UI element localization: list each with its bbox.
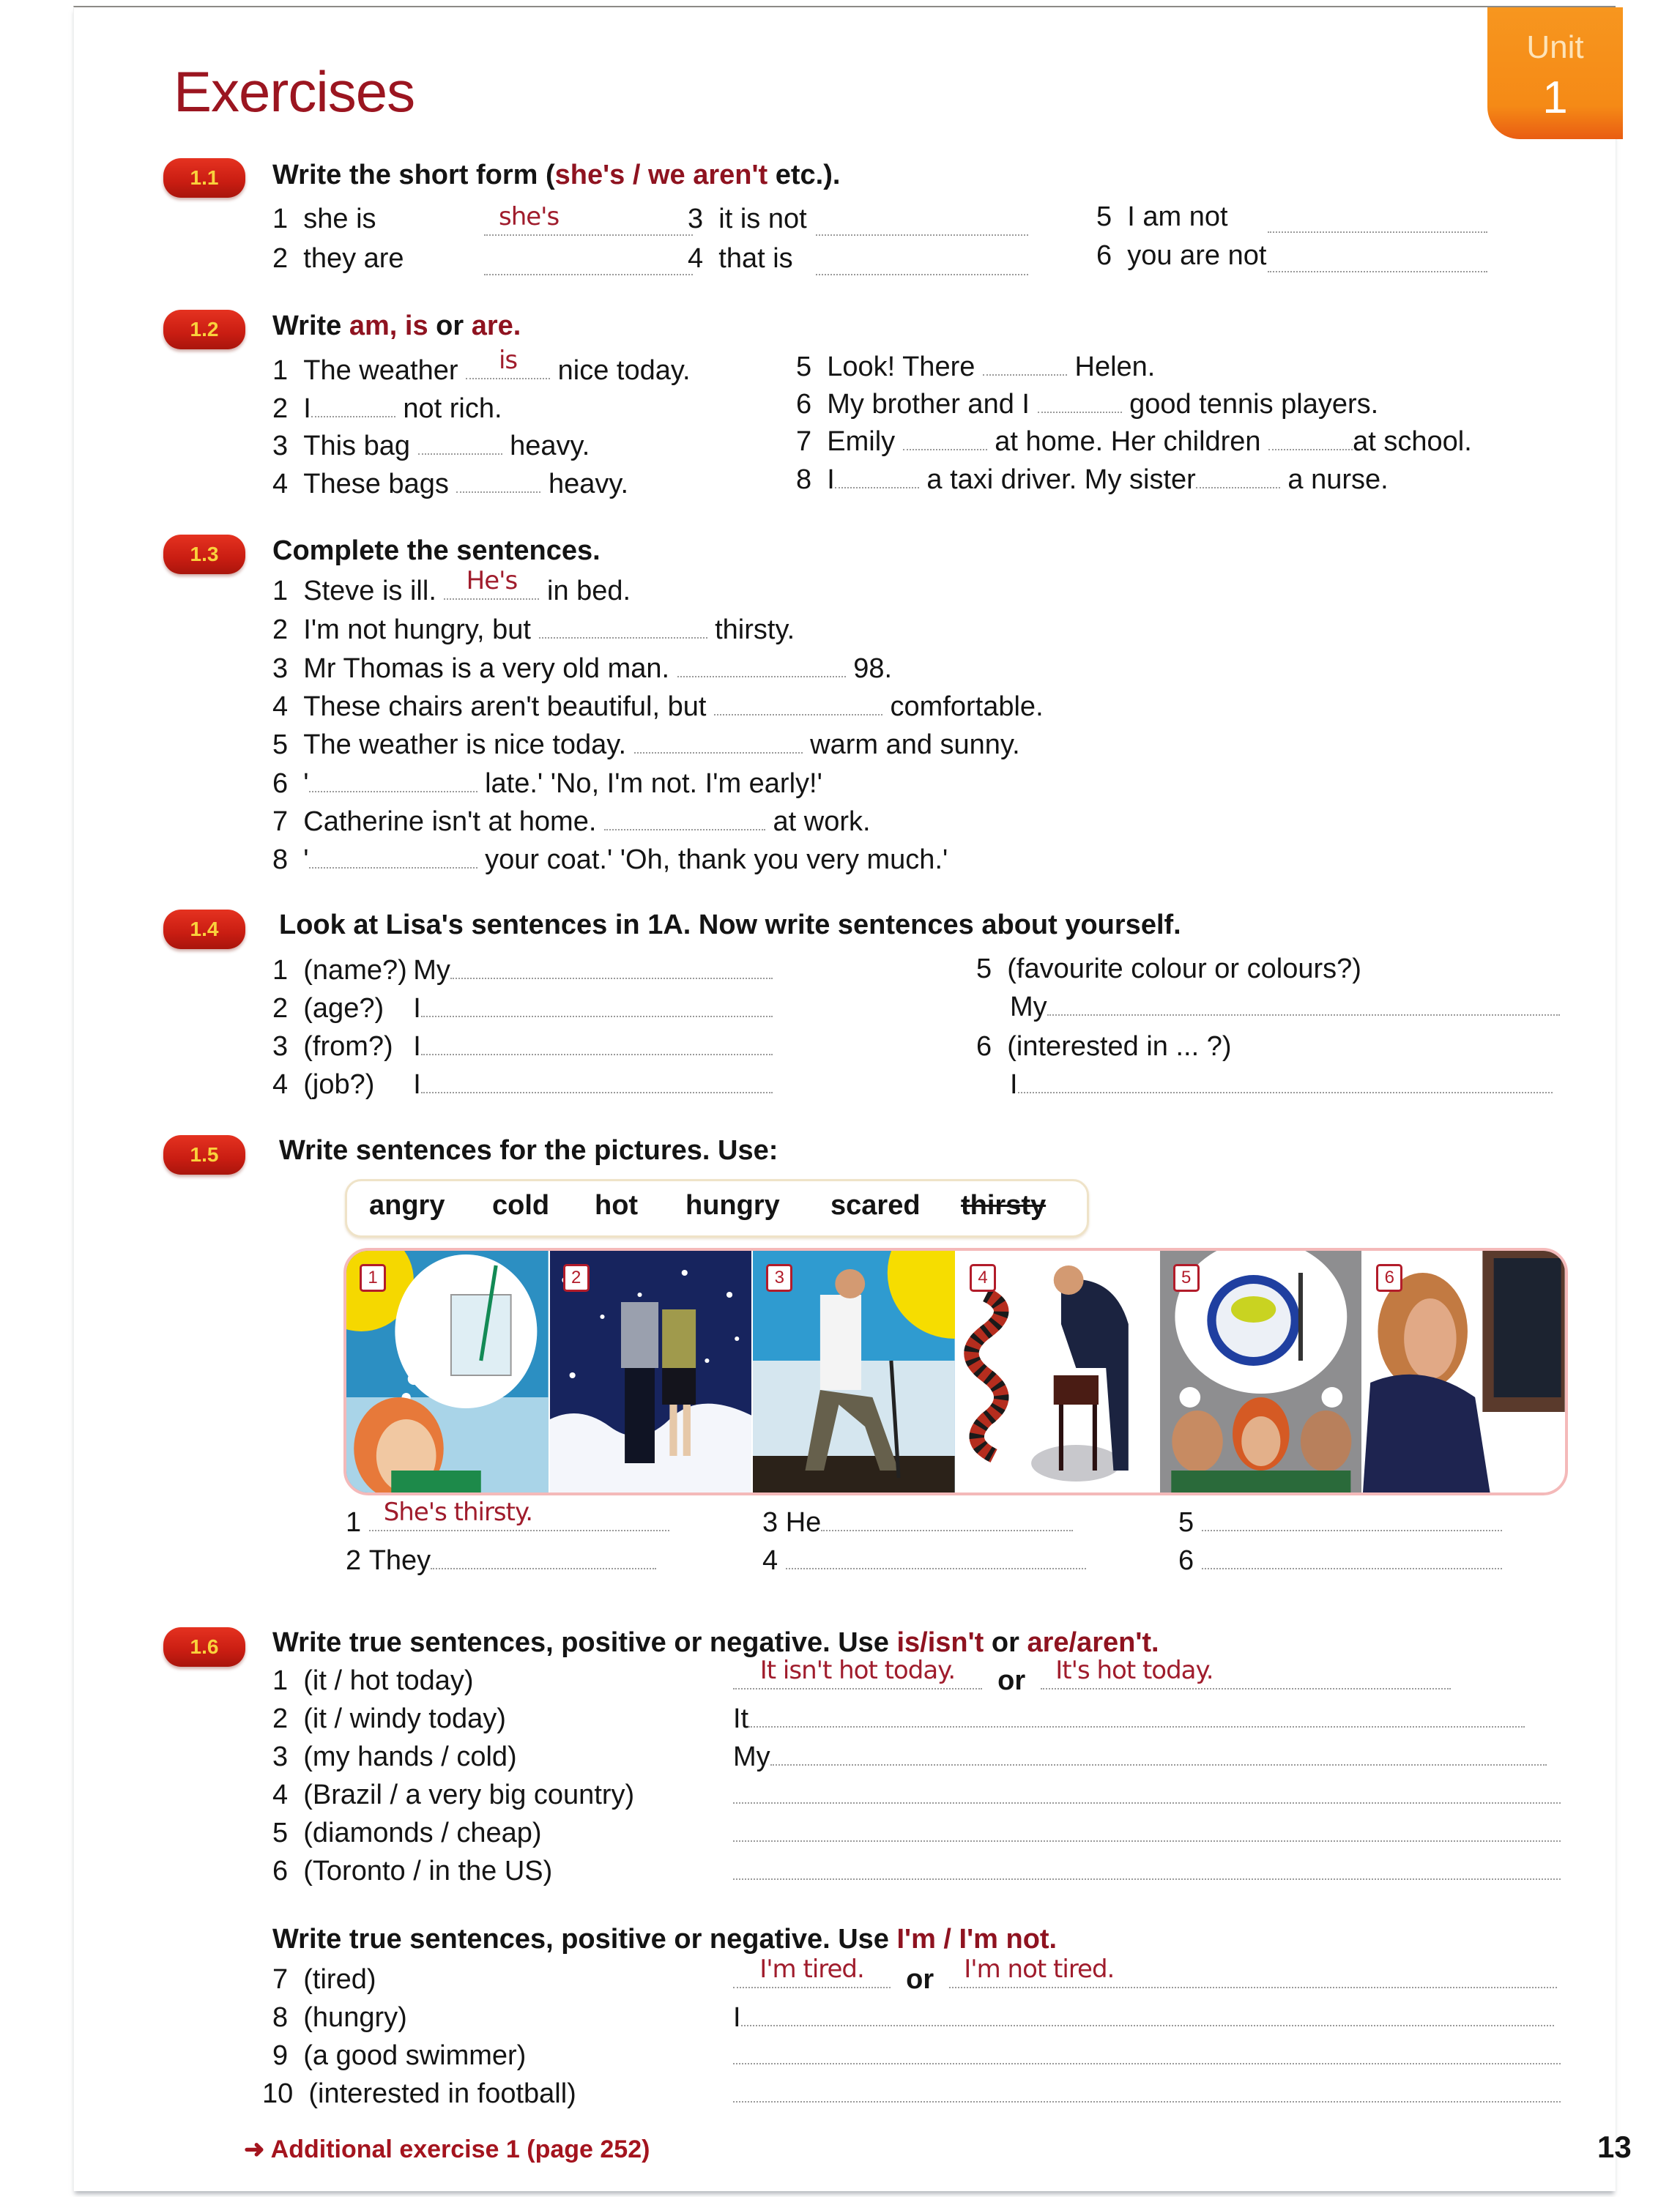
item-number: 6	[1178, 1545, 1194, 1576]
item-start: My	[413, 955, 450, 986]
answer-field[interactable]	[741, 2003, 1554, 2026]
ex1-6-item	[262, 2078, 576, 2110]
ex1-6-item	[272, 2002, 407, 2034]
ex1-3-item	[272, 691, 1044, 723]
ex1-5-item	[346, 1545, 656, 1577]
item-number: 4	[272, 1780, 289, 1810]
exercise-1-4-instruction: Look at Lisa's sentences in 1A. Now write sentences about yourself.	[279, 910, 1181, 940]
answer-field[interactable]	[1268, 249, 1487, 272]
answer-field[interactable]	[733, 1818, 1561, 1842]
ex1-6-answer-row	[733, 1703, 1525, 1735]
item-text: Helen.	[1074, 352, 1156, 382]
item-prompt: (it / windy today)	[303, 1703, 506, 1734]
item-start: It	[733, 1703, 749, 1734]
item-number: 5	[272, 729, 289, 760]
picture-4-scared	[956, 1251, 1160, 1492]
item-text: My brother and I	[827, 389, 1030, 420]
item-number: 5	[976, 953, 992, 984]
ex1-6-item	[272, 2040, 526, 2072]
picture-number: 4	[970, 1264, 996, 1292]
ex1-4-item	[976, 953, 1361, 985]
item-prompt: (Toronto / in the US)	[303, 1856, 553, 1886]
item-prompt: (interested in football)	[308, 2078, 576, 2109]
item-text: The weather	[303, 355, 458, 386]
item-text: good tennis players.	[1129, 389, 1379, 420]
item-number: 1	[272, 204, 289, 234]
item-text: that is	[718, 243, 793, 274]
item-number: 3	[688, 204, 704, 234]
item-number: 6	[976, 1031, 992, 1062]
ex1-3-item	[272, 806, 871, 838]
ex1-3-item	[272, 729, 1020, 761]
item-number: 8	[796, 464, 812, 495]
answer-field[interactable]	[1038, 390, 1122, 413]
item-text: '	[303, 768, 309, 799]
item-number: 2	[272, 1703, 289, 1734]
picture-2-cold	[550, 1251, 754, 1492]
picture-number: 3	[766, 1264, 792, 1292]
item-start: I	[413, 1069, 421, 1100]
exercise-badge-1-5: 1.5	[163, 1135, 245, 1175]
item-number: 1	[272, 576, 289, 606]
ex1-6-answer-row	[733, 1780, 1561, 1811]
exercise-1-1-instruction	[272, 160, 840, 191]
item-start: He	[785, 1507, 822, 1538]
instruction-text: Write	[272, 311, 349, 341]
ex1-6-answer-row	[733, 2002, 1554, 2034]
word-hungry: hungry	[685, 1190, 780, 1221]
ex1-2-item	[796, 426, 1472, 458]
ex1-1-item	[688, 243, 793, 275]
exercise-1-6-instruction-2	[272, 1924, 1057, 1955]
answer-field[interactable]	[466, 346, 550, 379]
item-text: thirsty.	[715, 614, 795, 645]
item-prompt: (it / hot today)	[303, 1665, 474, 1696]
item-prompt: (my hands / cold)	[303, 1741, 517, 1772]
item-text: The weather is nice today.	[303, 729, 627, 760]
exercise-badge-1-1: 1.1	[163, 158, 245, 198]
item-start: My	[733, 1741, 770, 1772]
answer-field[interactable]	[1047, 992, 1560, 1016]
item-text: it is not	[718, 204, 807, 234]
item-prompt: (hungry)	[303, 2002, 407, 2033]
unit-label: Unit	[1526, 29, 1584, 65]
answer-field[interactable]	[821, 1508, 1073, 1531]
answer-field[interactable]	[983, 352, 1067, 376]
answer-field[interactable]	[677, 654, 846, 677]
item-number: 6	[1096, 240, 1112, 271]
ex1-3-item	[272, 566, 631, 607]
item-start: I	[413, 993, 421, 1024]
item-number: 7	[272, 806, 289, 837]
answer-text: she's	[499, 202, 560, 231]
ex1-5-item	[346, 1498, 669, 1539]
ex1-1-item	[1096, 201, 1228, 233]
ex1-6-answer-row	[733, 2078, 1561, 2110]
ex1-2-item	[272, 469, 628, 500]
instruction-highlight: am, is	[349, 311, 428, 341]
answer-field[interactable]	[835, 465, 919, 488]
ex1-6-item	[272, 1665, 474, 1697]
item-prompt: (Brazil / a very big country)	[303, 1780, 635, 1810]
ex1-3-item	[272, 768, 822, 800]
answer-field[interactable]	[1268, 209, 1487, 233]
word-box	[345, 1179, 1089, 1238]
item-number: 2	[272, 393, 289, 424]
ex1-6-answer-row	[733, 1741, 1547, 1773]
instruction-highlight: is/isn't	[896, 1627, 984, 1658]
item-text: you are not	[1127, 240, 1267, 271]
item-prompt: (job?)	[303, 1069, 375, 1100]
item-text: in bed.	[547, 576, 631, 606]
picture-number: 6	[1376, 1264, 1402, 1292]
picture-number: 5	[1173, 1264, 1200, 1292]
item-text: a nurse.	[1287, 464, 1389, 495]
answer-field[interactable]	[484, 252, 693, 275]
answer-field[interactable]	[456, 469, 540, 493]
or-label: or	[997, 1665, 1026, 1696]
answer-field[interactable]	[484, 202, 693, 236]
item-text: Look! There	[827, 352, 975, 382]
ex1-2-item	[796, 389, 1378, 420]
item-number: 4	[762, 1545, 778, 1576]
answer-field[interactable]	[309, 845, 477, 869]
item-text: heavy.	[510, 431, 590, 461]
exercise-1-5-instruction: Write sentences for the pictures. Use:	[279, 1135, 778, 1166]
item-number: 2	[272, 614, 289, 645]
answer-text: is	[498, 346, 518, 375]
item-number: 10	[262, 2078, 294, 2109]
answer-field[interactable]	[816, 212, 1028, 236]
answer-field[interactable]	[816, 252, 1028, 275]
ex1-6-item	[272, 1780, 634, 1811]
answer-text: He's	[466, 566, 518, 595]
item-text: heavy.	[548, 469, 629, 499]
picture-6-angry	[1363, 1251, 1565, 1492]
answer-text: It's hot today.	[1055, 1656, 1213, 1685]
word-angry: angry	[369, 1190, 445, 1221]
item-number: 4	[688, 243, 704, 274]
word-thirsty-struck: thirsty	[961, 1190, 1047, 1221]
ex1-4-item-answer	[1010, 992, 1560, 1023]
item-number: 3	[272, 431, 289, 461]
word-scared: scared	[830, 1190, 921, 1221]
item-number: 2	[272, 993, 289, 1024]
answer-field[interactable]	[369, 1498, 669, 1531]
item-start: I	[413, 1031, 421, 1062]
picture-3-hot	[753, 1251, 956, 1492]
ex1-2-item	[272, 346, 691, 387]
item-text: These chairs aren't beautiful, but	[303, 691, 707, 722]
item-number: 1	[346, 1507, 362, 1538]
answer-field[interactable]	[949, 1955, 1557, 1988]
item-text: late.' 'No, I'm not. I'm early!'	[485, 768, 822, 799]
item-text: at work.	[773, 806, 871, 837]
item-text: I	[827, 464, 835, 495]
ex1-6-item	[272, 1703, 506, 1735]
answer-field[interactable]	[714, 692, 882, 715]
ex1-5-item	[762, 1545, 1086, 1577]
item-text: Emily	[827, 426, 896, 457]
page-title: Exercises	[174, 59, 415, 124]
answer-field[interactable]	[733, 1780, 1561, 1804]
item-text: Mr Thomas is a very old man.	[303, 653, 670, 684]
ex1-5-item	[1178, 1507, 1502, 1539]
item-number: 6	[796, 389, 812, 420]
item-number: 3	[272, 1741, 289, 1772]
instruction-highlight: I'm / I'm not.	[896, 1924, 1058, 1955]
answer-field[interactable]	[748, 1704, 1525, 1728]
instruction-text: etc.).	[767, 160, 841, 190]
answer-field[interactable]	[450, 956, 773, 979]
additional-exercise-link[interactable]: ➜ Additional exercise 1 (page 252)	[244, 2135, 650, 2163]
answer-field[interactable]	[421, 1032, 773, 1055]
ex1-4-item	[272, 955, 773, 986]
item-prompt: (tired)	[303, 1964, 376, 1995]
answer-field[interactable]	[1268, 427, 1353, 450]
answer-field[interactable]	[903, 427, 987, 450]
item-number: 5	[272, 1818, 289, 1848]
ex1-5-item	[1178, 1545, 1502, 1577]
item-text: not rich.	[403, 393, 502, 424]
picture-number: 1	[360, 1264, 386, 1292]
word-cold: cold	[492, 1190, 550, 1221]
item-prompt: (a good swimmer)	[303, 2040, 527, 2071]
instruction-text: Write true sentences, positive or negative. Use	[272, 1924, 897, 1955]
item-prompt: (interested in ... ?)	[1007, 1031, 1232, 1062]
ex1-1-item	[1096, 240, 1266, 272]
instruction-text: Write true sentences, positive or negative. Use	[272, 1627, 897, 1658]
item-number: 7	[796, 426, 812, 457]
item-number: 4	[272, 1069, 289, 1100]
ex1-6-item	[272, 1818, 542, 1849]
instruction-text: Write the short form (	[272, 160, 555, 190]
item-number: 2	[346, 1545, 362, 1576]
answer-field[interactable]	[431, 1546, 656, 1569]
answer-field[interactable]	[421, 994, 773, 1017]
item-text: 98.	[853, 653, 893, 684]
ex1-4-item-answer	[1010, 1069, 1553, 1101]
ex1-2-item	[272, 393, 502, 425]
item-prompt: (name?)	[303, 955, 407, 986]
item-start: My	[1010, 992, 1047, 1022]
item-text: comfortable.	[890, 691, 1044, 722]
ex1-6-answer-row	[733, 1818, 1561, 1849]
item-text: at school.	[1353, 426, 1472, 457]
exercise-badge-1-6: 1.6	[163, 1627, 245, 1667]
ex1-2-item	[796, 352, 1155, 383]
item-number: 4	[272, 691, 289, 722]
answer-text: I'm tired.	[759, 1955, 864, 1984]
answer-field[interactable]	[1196, 465, 1280, 488]
workbook-page	[73, 6, 1632, 2191]
answer-field[interactable]	[733, 1656, 982, 1689]
ex1-1-item	[688, 204, 807, 235]
ex1-3-item	[272, 653, 892, 685]
ex1-6-item	[272, 1964, 376, 1996]
item-text: '	[303, 844, 309, 875]
unit-number: 1	[1542, 73, 1568, 123]
answer-field[interactable]	[444, 566, 539, 600]
ex1-5-item	[762, 1507, 1073, 1539]
exercise-badge-1-2: 1.2	[163, 310, 245, 349]
answer-field[interactable]	[733, 1955, 891, 1988]
answer-field[interactable]	[311, 394, 395, 417]
answer-field[interactable]	[770, 1742, 1547, 1766]
answer-field[interactable]	[786, 1546, 1086, 1569]
ex1-2-item	[272, 431, 590, 462]
answer-field[interactable]	[1018, 1070, 1553, 1093]
ex1-6-item	[272, 1856, 552, 1887]
answer-field[interactable]	[421, 1070, 773, 1093]
item-text: I am not	[1127, 201, 1228, 232]
item-number: 1	[272, 955, 289, 986]
answer-field[interactable]	[634, 730, 803, 754]
item-number: 2	[272, 243, 289, 274]
instruction-highlight: she's / we aren't	[554, 160, 768, 190]
ex1-3-item	[272, 614, 795, 646]
item-text: warm and sunny.	[810, 729, 1020, 760]
instruction-highlight: are/aren't.	[1027, 1627, 1159, 1658]
picture-5-hungry	[1160, 1251, 1364, 1492]
item-number: 9	[272, 2040, 289, 2071]
item-number: 6	[272, 768, 289, 799]
ex1-4-item	[272, 1069, 773, 1101]
ex1-6-item	[272, 1741, 517, 1773]
picture-1-thirsty	[346, 1251, 550, 1492]
picture-number: 2	[563, 1264, 590, 1292]
answer-text: It isn't hot today.	[759, 1656, 956, 1685]
exercise-badge-1-4: 1.4	[163, 910, 245, 949]
exercise-1-6-instruction	[272, 1627, 1159, 1659]
item-number: 4	[272, 469, 289, 499]
item-number: 8	[272, 2002, 289, 2033]
ex1-3-item	[272, 844, 948, 876]
picture-strip	[343, 1248, 1568, 1495]
exercise-badge-1-3: 1.3	[163, 535, 245, 574]
exercise-1-2-instruction	[272, 311, 521, 342]
page-number: 13	[1597, 2130, 1632, 2164]
instruction-highlight: are.	[471, 311, 521, 341]
or-label: or	[906, 1964, 934, 1995]
ex1-6-answer-row	[733, 1955, 1557, 1996]
item-number: 3	[762, 1507, 778, 1538]
ex1-2-item	[796, 464, 1389, 496]
answer-field[interactable]	[733, 2041, 1561, 2064]
item-prompt: (from?)	[303, 1031, 393, 1062]
answer-field[interactable]	[309, 769, 477, 792]
item-text: Steve is ill.	[303, 576, 436, 606]
ex1-6-answer-row	[733, 2040, 1561, 2072]
item-number: 5	[796, 352, 812, 382]
unit-tab	[1487, 7, 1623, 139]
answer-field[interactable]	[733, 1856, 1561, 1880]
ex1-1-item	[272, 204, 376, 235]
item-start: I	[1010, 1069, 1018, 1100]
item-number: 6	[272, 1856, 289, 1886]
item-text: your coat.' 'Oh, thank you very much.'	[485, 844, 948, 875]
item-start: I	[733, 2002, 741, 2033]
ex1-1-item	[272, 243, 404, 275]
item-number: 1	[272, 355, 289, 386]
answer-field[interactable]	[1041, 1656, 1451, 1689]
answer-field[interactable]	[1202, 1546, 1502, 1569]
item-text: This bag	[303, 431, 411, 461]
item-prompt: (favourite colour or colours?)	[1007, 953, 1361, 984]
item-prompt: (diamonds / cheap)	[303, 1818, 542, 1848]
item-number: 5	[1178, 1507, 1194, 1538]
item-text: I	[303, 393, 311, 424]
ex1-4-item	[272, 1031, 773, 1063]
item-text: at home. Her children	[995, 426, 1261, 457]
item-number: 3	[272, 1031, 289, 1062]
item-text: they are	[303, 243, 404, 274]
word-hot: hot	[595, 1190, 639, 1221]
answer-text: I'm not tired.	[964, 1955, 1115, 1984]
item-start: They	[368, 1545, 431, 1576]
item-number: 5	[1096, 201, 1112, 232]
instruction-text: or	[428, 311, 472, 341]
item-text: I'm not hungry, but	[303, 614, 531, 645]
item-prompt: (age?)	[303, 993, 384, 1024]
ex1-6-answer-row	[733, 1856, 1561, 1887]
exercise-1-3-instruction: Complete the sentences.	[272, 535, 601, 566]
instruction-text: or	[984, 1627, 1027, 1658]
ex1-4-item	[976, 1031, 1232, 1063]
item-number: 1	[272, 1665, 289, 1696]
ex1-6-answer-row	[733, 1656, 1451, 1697]
answer-field[interactable]	[539, 615, 707, 639]
item-number: 3	[272, 653, 289, 684]
item-text: nice today.	[557, 355, 691, 386]
item-text: These bags	[303, 469, 449, 499]
item-number: 7	[272, 1964, 289, 1995]
answer-field[interactable]	[604, 807, 765, 830]
answer-field[interactable]	[1202, 1508, 1502, 1531]
answer-field[interactable]	[733, 2079, 1561, 2103]
item-number: 8	[272, 844, 289, 875]
item-text: a taxi driver. My sister	[926, 464, 1196, 495]
ex1-4-item	[272, 993, 773, 1025]
item-text: Catherine isn't at home.	[303, 806, 597, 837]
answer-text: She's thirsty.	[383, 1498, 533, 1527]
item-text: she is	[303, 204, 376, 234]
answer-field[interactable]	[418, 431, 502, 455]
